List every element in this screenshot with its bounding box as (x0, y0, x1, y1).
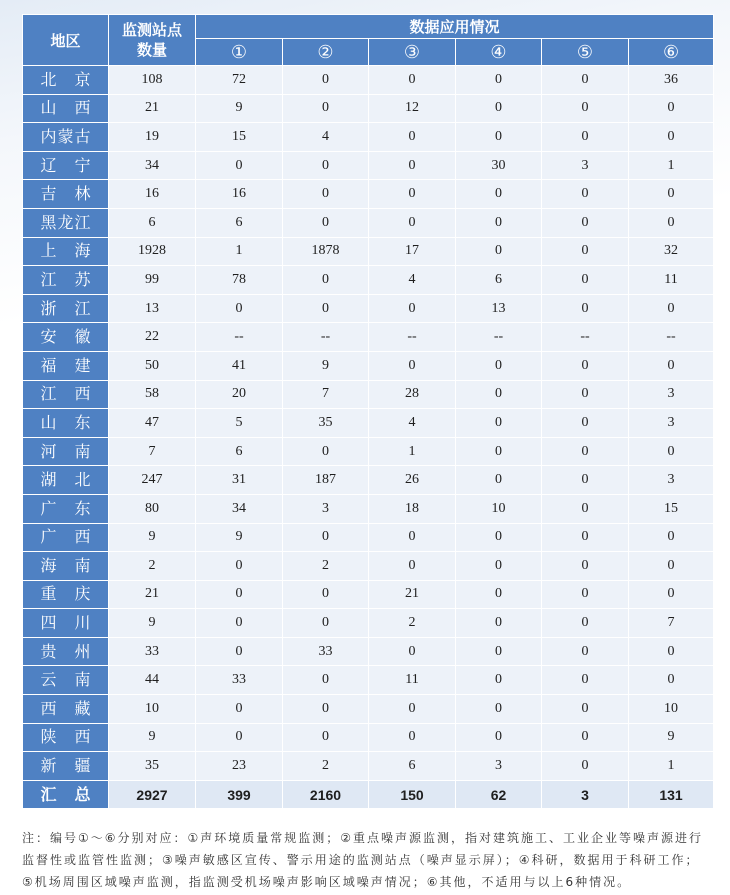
usage-4-cell: 0 (456, 351, 542, 380)
region-cell (23, 409, 109, 438)
region-cell (23, 466, 109, 495)
region-name: 吉林 (40, 184, 91, 204)
usage-2-cell: 0 (283, 437, 369, 466)
region-name: 广东 (40, 498, 91, 518)
usage-4-cell: 0 (456, 180, 542, 209)
usage-2-cell: 0 (283, 580, 369, 609)
usage-6-cell: 9 (629, 723, 714, 752)
usage-5-cell: 0 (542, 609, 629, 638)
total-usage-6-cell: 131 (629, 780, 714, 809)
usage-4-cell: 0 (456, 437, 542, 466)
usage-2-cell: 33 (283, 637, 369, 666)
usage-3-cell: 0 (369, 637, 456, 666)
usage-1-cell: 1 (196, 237, 283, 266)
usage-2-cell: 4 (283, 123, 369, 152)
usage-4-cell: 0 (456, 580, 542, 609)
usage-5-cell: 0 (542, 466, 629, 495)
usage-6-cell: 0 (629, 523, 714, 552)
usage-4-cell: 0 (456, 523, 542, 552)
usage-4-cell: 10 (456, 494, 542, 523)
region-cell (23, 323, 109, 352)
usage-3-cell: 0 (369, 552, 456, 581)
usage-1-cell: 0 (196, 580, 283, 609)
total-usage-5-cell: 3 (542, 780, 629, 809)
region-name: 西藏 (40, 698, 91, 718)
usage-5-cell: 0 (542, 94, 629, 123)
usage-5-cell: 0 (542, 294, 629, 323)
region-name: 新疆 (40, 756, 91, 776)
table-row (23, 494, 714, 523)
station-count-cell: 2 (109, 552, 196, 581)
usage-2-cell: 35 (283, 409, 369, 438)
total-usage-3-cell: 150 (369, 780, 456, 809)
station-count-cell: 1928 (109, 237, 196, 266)
usage-6-cell: 0 (629, 180, 714, 209)
usage-3-cell: 0 (369, 123, 456, 152)
region-name: 广西 (40, 527, 91, 547)
region-cell (23, 380, 109, 409)
region-name: 山西 (40, 98, 91, 118)
usage-3-cell: 0 (369, 66, 456, 95)
usage-1-cell: 6 (196, 437, 283, 466)
region-cell (23, 151, 109, 180)
region-name: 北京 (40, 69, 91, 89)
footnote-line: 注：编号①～⑥分别对应：①声环境质量常规监测；②重点噪声源监测，指对建筑施工、工业企业等噪声源进行 (22, 831, 704, 845)
table-row (23, 552, 714, 581)
usage-5-cell: 0 (542, 580, 629, 609)
usage-4-cell: 0 (456, 695, 542, 724)
data-usage-header: 数据应用情况 (196, 15, 714, 39)
usage-5-cell: 0 (542, 637, 629, 666)
station-count-cell: 9 (109, 609, 196, 638)
usage-5-cell: 0 (542, 523, 629, 552)
usage-4-cell: 0 (456, 66, 542, 95)
table-row (23, 323, 714, 352)
usage-3-cell: 0 (369, 208, 456, 237)
table-body (23, 66, 714, 781)
table-row (23, 266, 714, 295)
station-count-cell: 7 (109, 437, 196, 466)
table-row (23, 409, 714, 438)
region-cell (23, 294, 109, 323)
usage-5-cell: -- (542, 323, 629, 352)
table-row (23, 94, 714, 123)
table-header (23, 15, 714, 66)
usage-6-cell: 0 (629, 666, 714, 695)
usage-6-cell: 0 (629, 208, 714, 237)
region-cell (23, 637, 109, 666)
usage-4-header: ④ (456, 39, 542, 66)
usage-4-cell: 30 (456, 151, 542, 180)
region-name: 贵州 (40, 641, 91, 661)
usage-1-cell: 34 (196, 494, 283, 523)
monitoring-stations-table (22, 14, 714, 809)
table-row (23, 523, 714, 552)
usage-6-cell: 36 (629, 66, 714, 95)
usage-1-cell: 0 (196, 695, 283, 724)
usage-2-cell: 0 (283, 695, 369, 724)
table-row (23, 208, 714, 237)
usage-4-cell: 0 (456, 466, 542, 495)
usage-4-cell: 0 (456, 380, 542, 409)
table-row (23, 466, 714, 495)
region-name: 河南 (40, 441, 91, 461)
region-name: 重庆 (40, 584, 91, 604)
usage-3-cell: 21 (369, 580, 456, 609)
usage-2-cell: 0 (283, 66, 369, 95)
region-name: 江苏 (40, 269, 91, 289)
total-label: 汇总 (40, 784, 91, 804)
region-name: 安徽 (40, 327, 91, 347)
region-cell (23, 123, 109, 152)
region-cell (23, 66, 109, 95)
station-count-cell: 80 (109, 494, 196, 523)
usage-2-cell: 0 (283, 266, 369, 295)
table-row (23, 66, 714, 95)
usage-1-cell: 31 (196, 466, 283, 495)
usage-1-cell: 6 (196, 208, 283, 237)
usage-6-cell: 32 (629, 237, 714, 266)
usage-2-cell: 0 (283, 723, 369, 752)
table-row (23, 437, 714, 466)
station-count-cell: 9 (109, 723, 196, 752)
usage-6-cell: -- (629, 323, 714, 352)
usage-1-cell: 5 (196, 409, 283, 438)
table-total (23, 780, 714, 809)
usage-4-cell: 0 (456, 94, 542, 123)
usage-4-cell: 0 (456, 552, 542, 581)
station-count-cell: 9 (109, 523, 196, 552)
usage-1-cell: 0 (196, 637, 283, 666)
station-count-cell: 44 (109, 666, 196, 695)
table-row (23, 637, 714, 666)
header-row-1 (23, 15, 714, 39)
usage-5-cell: 0 (542, 494, 629, 523)
usage-1-cell: 16 (196, 180, 283, 209)
region-name: 湖北 (40, 470, 91, 490)
usage-2-cell: -- (283, 323, 369, 352)
usage-1-cell: 0 (196, 723, 283, 752)
usage-3-cell: 6 (369, 752, 456, 781)
usage-6-cell: 7 (629, 609, 714, 638)
usage-3-cell: 0 (369, 723, 456, 752)
usage-3-cell: 0 (369, 180, 456, 209)
usage-6-cell: 11 (629, 266, 714, 295)
usage-3-cell: 0 (369, 294, 456, 323)
usage-5-cell: 0 (542, 437, 629, 466)
table-row (23, 237, 714, 266)
usage-2-header: ② (283, 39, 369, 66)
usage-4-cell: 0 (456, 637, 542, 666)
usage-1-cell: 0 (196, 151, 283, 180)
station-count-cell: 19 (109, 123, 196, 152)
usage-1-cell: 0 (196, 552, 283, 581)
region-name: 山东 (40, 412, 91, 432)
total-row (23, 780, 714, 809)
station-count-header-label: 监测站点数量 (121, 21, 182, 59)
station-count-cell: 13 (109, 294, 196, 323)
usage-6-cell: 15 (629, 494, 714, 523)
usage-5-cell: 0 (542, 351, 629, 380)
usage-3-cell: 12 (369, 94, 456, 123)
usage-5-cell: 0 (542, 552, 629, 581)
table-row (23, 380, 714, 409)
usage-5-cell: 3 (542, 151, 629, 180)
usage-1-cell: 15 (196, 123, 283, 152)
station-count-cell: 47 (109, 409, 196, 438)
usage-6-cell: 1 (629, 752, 714, 781)
usage-2-cell: 9 (283, 351, 369, 380)
usage-6-cell: 3 (629, 466, 714, 495)
region-name: 海南 (40, 555, 91, 575)
total-usage-2-cell: 2160 (283, 780, 369, 809)
table-row (23, 609, 714, 638)
usage-3-cell: 0 (369, 351, 456, 380)
station-count-cell: 22 (109, 323, 196, 352)
usage-3-cell: 4 (369, 266, 456, 295)
table-row (23, 580, 714, 609)
region-name: 云南 (40, 670, 91, 690)
station-count-cell: 35 (109, 752, 196, 781)
usage-2-cell: 0 (283, 151, 369, 180)
station-count-cell: 33 (109, 637, 196, 666)
region-cell (23, 266, 109, 295)
usage-5-cell: 0 (542, 752, 629, 781)
usage-1-cell: 78 (196, 266, 283, 295)
usage-2-cell: 0 (283, 523, 369, 552)
total-label-cell (23, 780, 109, 809)
usage-4-cell: 0 (456, 237, 542, 266)
usage-6-cell: 0 (629, 351, 714, 380)
station-count-cell: 99 (109, 266, 196, 295)
usage-1-cell: 0 (196, 294, 283, 323)
usage-5-cell: 0 (542, 723, 629, 752)
region-cell (23, 609, 109, 638)
usage-5-cell: 0 (542, 237, 629, 266)
station-count-cell: 21 (109, 94, 196, 123)
usage-2-cell: 0 (283, 294, 369, 323)
usage-3-cell: -- (369, 323, 456, 352)
usage-3-cell: 18 (369, 494, 456, 523)
total-usage-4-cell: 62 (456, 780, 542, 809)
usage-2-cell: 187 (283, 466, 369, 495)
station-count-header (109, 15, 196, 66)
usage-3-cell: 0 (369, 151, 456, 180)
usage-3-cell: 26 (369, 466, 456, 495)
usage-5-cell: 0 (542, 266, 629, 295)
usage-1-cell: 23 (196, 752, 283, 781)
table-row (23, 180, 714, 209)
region-cell (23, 494, 109, 523)
usage-3-cell: 2 (369, 609, 456, 638)
table-row (23, 123, 714, 152)
station-count-cell: 6 (109, 208, 196, 237)
usage-5-cell: 0 (542, 666, 629, 695)
usage-3-cell: 0 (369, 695, 456, 724)
region-cell (23, 580, 109, 609)
region-cell (23, 208, 109, 237)
usage-2-cell: 0 (283, 180, 369, 209)
region-name: 辽宁 (40, 155, 91, 175)
usage-5-cell: 0 (542, 409, 629, 438)
usage-1-header: ① (196, 39, 283, 66)
station-count-cell: 16 (109, 180, 196, 209)
usage-3-cell: 28 (369, 380, 456, 409)
usage-2-cell: 0 (283, 609, 369, 638)
station-count-cell: 108 (109, 66, 196, 95)
total-stations-cell: 2927 (109, 780, 196, 809)
region-cell (23, 237, 109, 266)
region-header: 地区 (23, 15, 109, 66)
region-cell (23, 351, 109, 380)
region-name: 四川 (40, 613, 91, 633)
footnote-line: 监督性或监管性监测；③噪声敏感区宣传、警示用途的监测站点（噪声显示屏）；④科研，数据用于科研工作； (22, 853, 700, 867)
usage-2-cell: 7 (283, 380, 369, 409)
table-row (23, 351, 714, 380)
usage-6-cell: 0 (629, 94, 714, 123)
region-cell (23, 723, 109, 752)
usage-4-cell: 0 (456, 609, 542, 638)
station-count-cell: 247 (109, 466, 196, 495)
table-row (23, 294, 714, 323)
usage-5-cell: 0 (542, 180, 629, 209)
usage-3-cell: 1 (369, 437, 456, 466)
table-row (23, 695, 714, 724)
usage-3-header: ③ (369, 39, 456, 66)
usage-3-cell: 0 (369, 523, 456, 552)
region-name: 浙江 (40, 298, 91, 318)
usage-1-cell: 9 (196, 523, 283, 552)
usage-2-cell: 0 (283, 666, 369, 695)
station-count-cell: 50 (109, 351, 196, 380)
station-count-cell: 34 (109, 151, 196, 180)
usage-1-cell: 41 (196, 351, 283, 380)
table-row (23, 666, 714, 695)
usage-6-cell: 0 (629, 552, 714, 581)
usage-4-cell: 3 (456, 752, 542, 781)
region-cell (23, 752, 109, 781)
usage-3-cell: 4 (369, 409, 456, 438)
region-cell (23, 666, 109, 695)
usage-6-cell: 3 (629, 380, 714, 409)
station-count-cell: 21 (109, 580, 196, 609)
usage-6-cell: 3 (629, 409, 714, 438)
station-count-cell: 10 (109, 695, 196, 724)
usage-2-cell: 3 (283, 494, 369, 523)
usage-6-cell: 10 (629, 695, 714, 724)
region-name: 江西 (40, 384, 91, 404)
region-name: 黑龙江 (40, 212, 91, 232)
usage-4-cell: 0 (456, 666, 542, 695)
usage-5-cell: 0 (542, 66, 629, 95)
usage-6-cell: 0 (629, 294, 714, 323)
region-cell (23, 180, 109, 209)
station-count-cell: 58 (109, 380, 196, 409)
total-usage-1-cell: 399 (196, 780, 283, 809)
region-cell (23, 437, 109, 466)
usage-1-cell: 0 (196, 609, 283, 638)
usage-4-cell: 0 (456, 123, 542, 152)
usage-2-cell: 1878 (283, 237, 369, 266)
usage-5-cell: 0 (542, 208, 629, 237)
region-name: 内蒙古 (40, 126, 91, 146)
usage-1-cell: 20 (196, 380, 283, 409)
usage-1-cell: 9 (196, 94, 283, 123)
usage-5-cell: 0 (542, 695, 629, 724)
usage-6-cell: 1 (629, 151, 714, 180)
region-cell (23, 695, 109, 724)
usage-6-cell: 0 (629, 580, 714, 609)
usage-4-cell: 0 (456, 723, 542, 752)
usage-2-cell: 0 (283, 208, 369, 237)
usage-3-cell: 11 (369, 666, 456, 695)
usage-2-cell: 0 (283, 94, 369, 123)
region-name: 上海 (40, 241, 91, 261)
footnote-line: ⑤机场周围区域噪声监测，指监测受机场噪声影响区域噪声情况；⑥其他，不适用与以上6种情况。 (22, 875, 632, 889)
region-name: 陕西 (40, 727, 91, 747)
footnote (22, 827, 722, 893)
usage-2-cell: 2 (283, 552, 369, 581)
usage-2-cell: 2 (283, 752, 369, 781)
table-row (23, 752, 714, 781)
usage-4-cell: 0 (456, 208, 542, 237)
usage-6-cell: 0 (629, 637, 714, 666)
usage-5-cell: 0 (542, 380, 629, 409)
usage-5-cell: 0 (542, 123, 629, 152)
region-name: 福建 (40, 355, 91, 375)
usage-5-header: ⑤ (542, 39, 629, 66)
usage-1-cell: 72 (196, 66, 283, 95)
usage-1-cell: 33 (196, 666, 283, 695)
region-cell (23, 552, 109, 581)
usage-4-cell: 0 (456, 409, 542, 438)
usage-6-cell: 0 (629, 437, 714, 466)
usage-6-cell: 0 (629, 123, 714, 152)
usage-6-header: ⑥ (629, 39, 714, 66)
usage-4-cell: 6 (456, 266, 542, 295)
table-row (23, 723, 714, 752)
usage-4-cell: 13 (456, 294, 542, 323)
region-cell (23, 523, 109, 552)
usage-1-cell: -- (196, 323, 283, 352)
region-cell (23, 94, 109, 123)
table-row (23, 151, 714, 180)
usage-3-cell: 17 (369, 237, 456, 266)
usage-4-cell: -- (456, 323, 542, 352)
